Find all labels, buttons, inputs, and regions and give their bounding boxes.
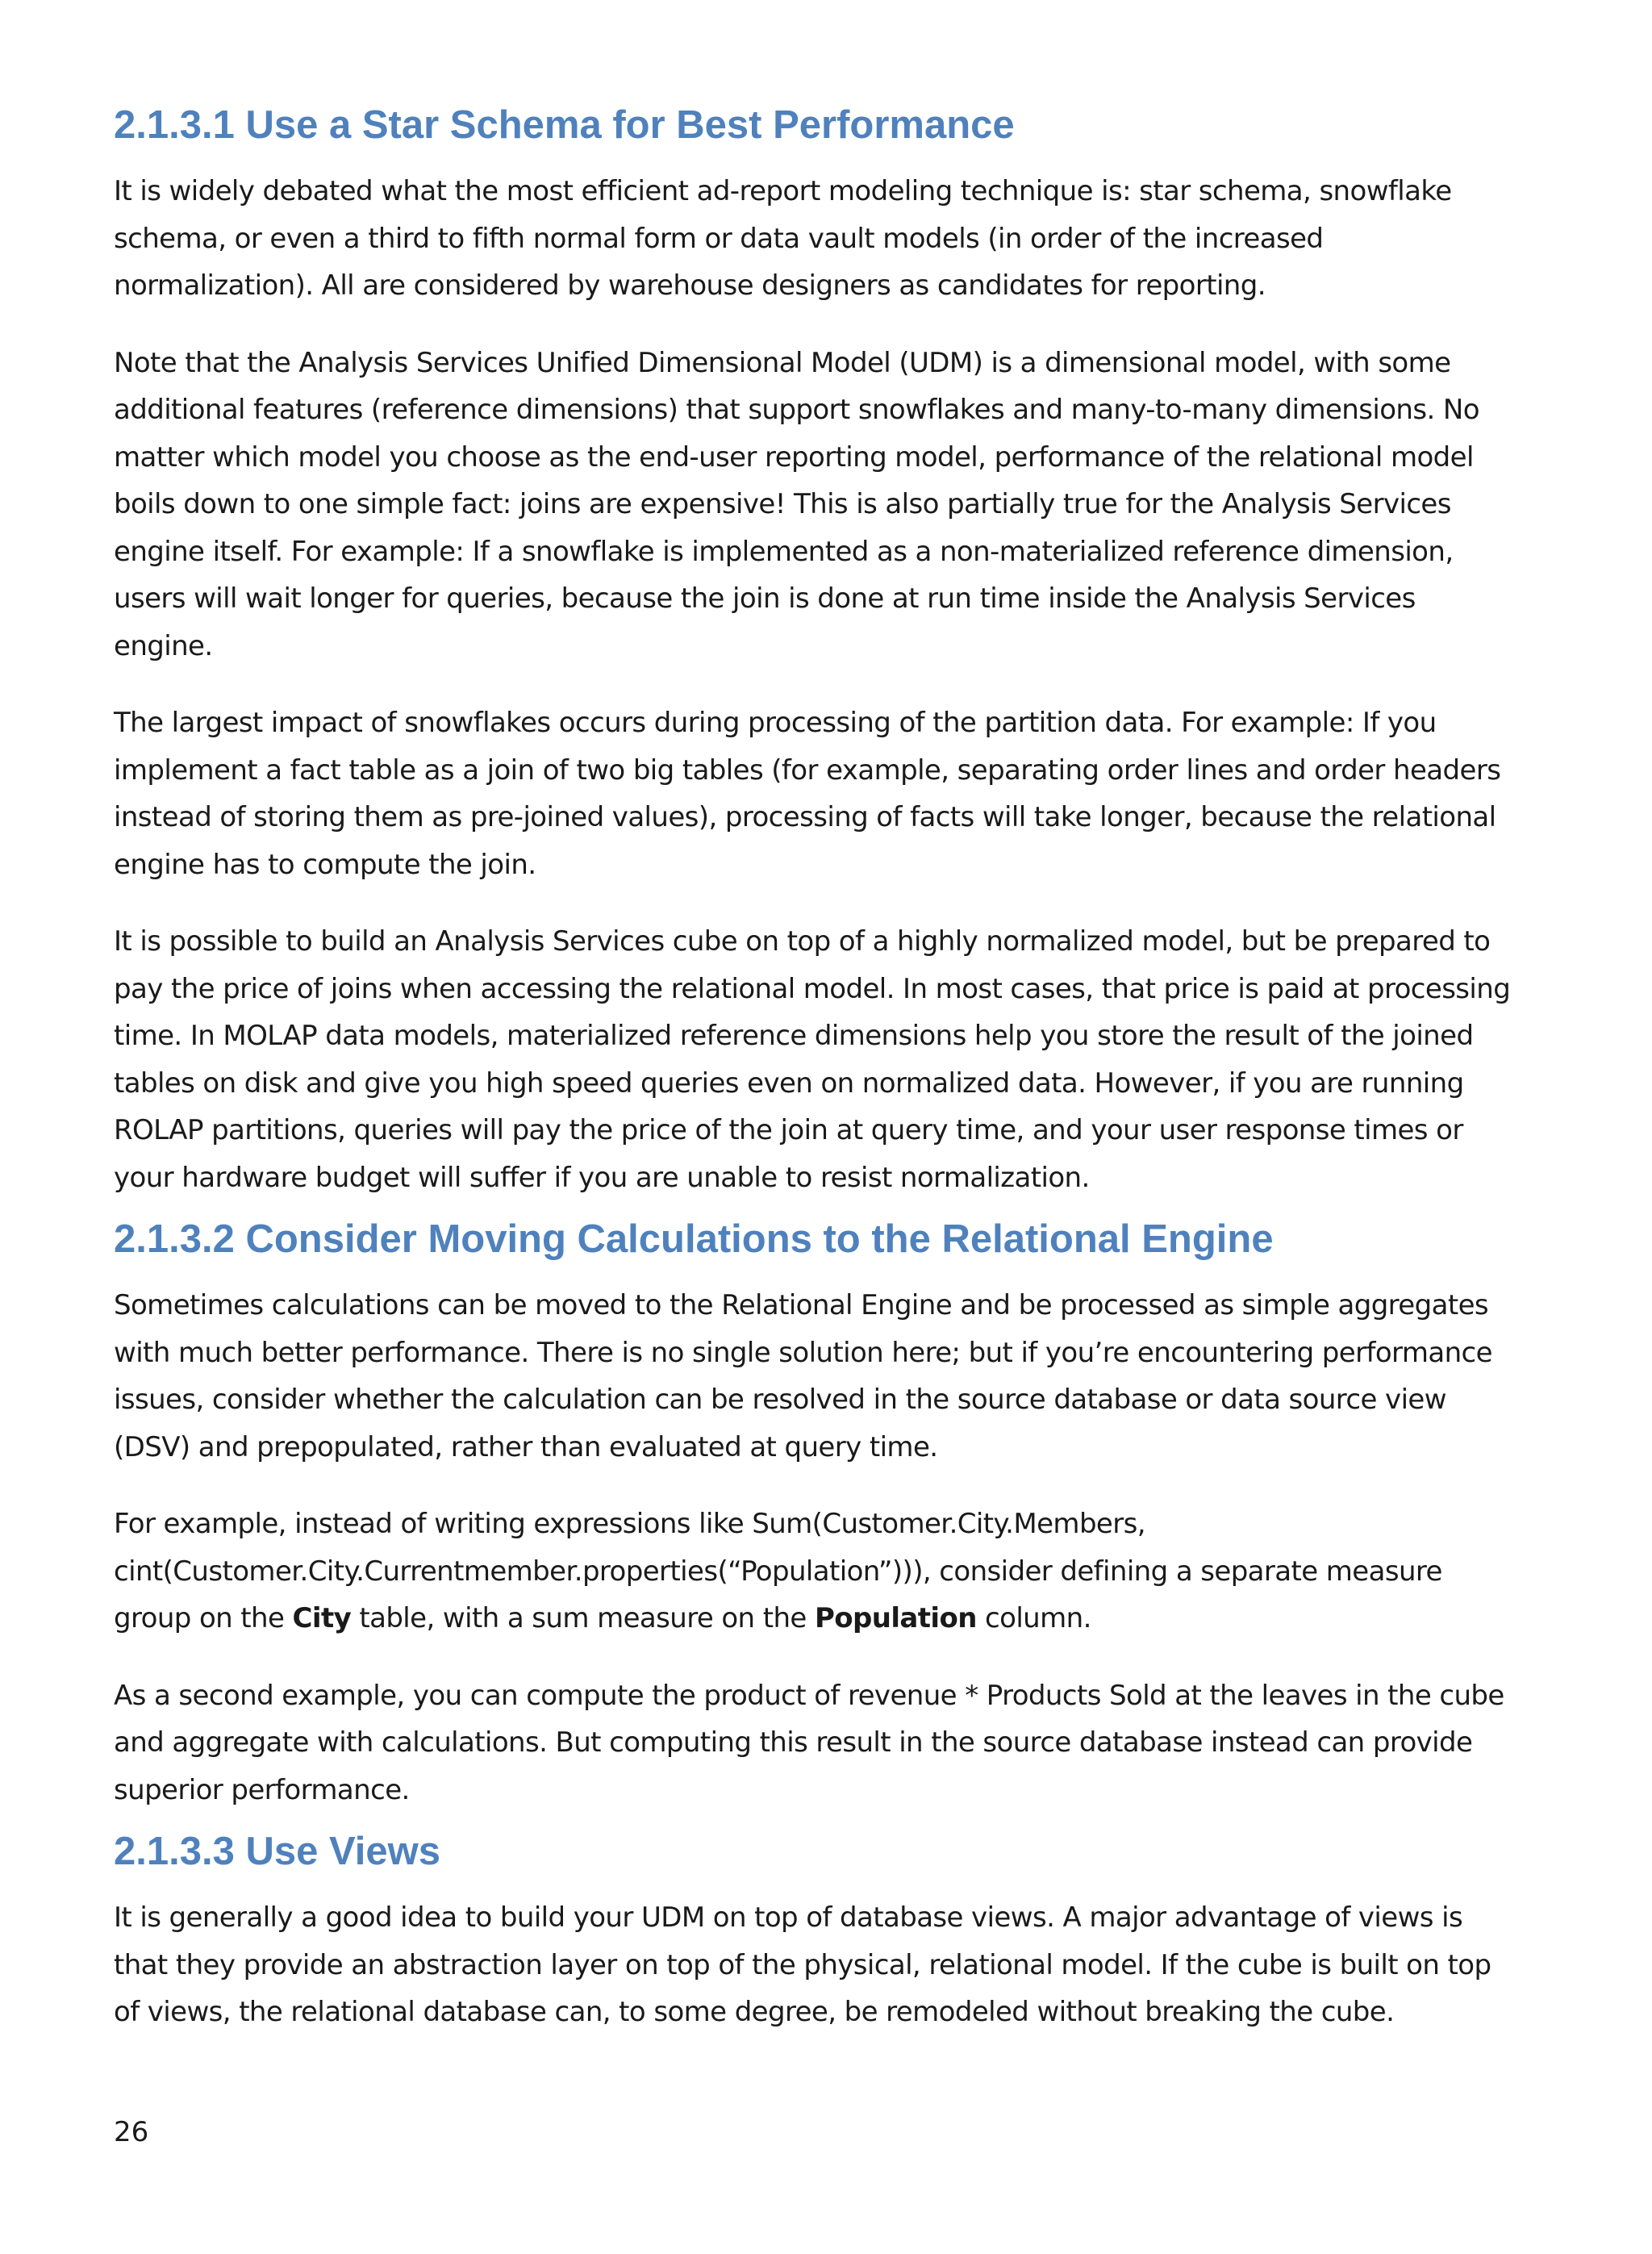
text-line: time. In MOLAP data models, materialized reference dimensions help you store the result of the joined <box>114 1020 1474 1052</box>
paragraph <box>114 1501 1538 1642</box>
paragraph <box>114 1282 1538 1471</box>
text-line: It is possible to build an Analysis Services cube on top of a highly normalized model, but be prepared to <box>114 925 1491 958</box>
bold-term-population: Population <box>814 1602 977 1634</box>
text-line: Sometimes calculations can be moved to the Relational Engine and be processed as simple aggregates <box>114 1289 1489 1321</box>
section-heading-use-views: 2.1.3.3 Use Views <box>114 1830 440 1873</box>
text-line: your hardware budget will suffer if you are unable to resist normalization. <box>114 1161 1090 1194</box>
text-line: As a second example, you can compute the product of revenue * Products Sold at the leaves in the cube <box>114 1679 1504 1712</box>
text-line: cint(Customer.City.Currentmember.properties(“Population”))), consider defining a separate measure <box>114 1555 1442 1588</box>
paragraph <box>114 1672 1538 1814</box>
text-line: engine. <box>114 629 213 662</box>
text-line: (DSV) and prepopulated, rather than evaluated at query time. <box>114 1430 938 1463</box>
text-line: of views, the relational database can, to some degree, be remodeled without breaking the cube. <box>114 1996 1395 2028</box>
text-line: that they provide an abstraction layer on top of the physical, relational model. If the cube is built on top <box>114 1948 1491 1981</box>
text-line: normalization). All are considered by warehouse designers as candidates for reporting. <box>114 269 1266 302</box>
text-line: engine itself. For example: If a snowflake is implemented as a non-materialized reference dimension, <box>114 535 1454 568</box>
text-line: Note that the Analysis Services Unified Dimensional Model (UDM) is a dimensional model, with some <box>114 346 1451 379</box>
paragraph <box>114 918 1538 1201</box>
paragraph <box>114 1894 1538 2036</box>
text-line: implement a fact table as a join of two big tables (for example, separating order lines and order headers <box>114 753 1501 787</box>
text-line: schema, or even a third to fifth normal form or data vault models (in order of the increased <box>114 222 1324 255</box>
text-line: and aggregate with calculations. But computing this result in the source database instead can provide <box>114 1726 1473 1759</box>
text-line: For example, instead of writing expressions like Sum(Customer.City.Members, <box>114 1508 1145 1540</box>
text-line: pay the price of joins when accessing the relational model. In most cases, that price is paid at processing <box>114 972 1511 1005</box>
text-line: users will wait longer for queries, because the join is done at run time inside the Analysis Services <box>114 582 1416 615</box>
page-number: 26 <box>114 2116 149 2148</box>
paragraph <box>114 340 1538 670</box>
text-run: column. <box>976 1602 1091 1634</box>
text-run: group on the <box>114 1602 293 1634</box>
text-line: with much better performance. There is no single solution here; but if you’re encountering performance <box>114 1336 1492 1369</box>
text-line: engine has to compute the join. <box>114 848 536 881</box>
section-heading-calculations: 2.1.3.2 Consider Moving Calculations to the Relational Engine <box>114 1217 1274 1261</box>
text-line: It is widely debated what the most efficient ad-report modeling technique is: star schema, snowflake <box>114 175 1452 207</box>
text-line: superior performance. <box>114 1773 410 1806</box>
bold-term-city: City <box>292 1602 352 1634</box>
text-line: matter which model you choose as the end-user reporting model, performance of the relational model <box>114 440 1474 474</box>
paragraph <box>114 168 1538 310</box>
text-line: additional features (reference dimensions) that support snowflakes and many-to-many dimensions. No <box>114 394 1479 426</box>
text-line <box>114 1595 1538 1642</box>
text-line: issues, consider whether the calculation can be resolved in the source database or data source view <box>114 1384 1446 1416</box>
text-line: The largest impact of snowflakes occurs during processing of the partition data. For example: If you <box>114 707 1437 739</box>
page-content <box>114 102 1538 2066</box>
text-line: It is generally a good idea to build your UDM on top of database views. A major advantage of views is <box>114 1901 1463 1934</box>
text-line: boils down to one simple fact: joins are expensive! This is also partially true for the Analysis Services <box>114 488 1451 520</box>
paragraph <box>114 699 1538 888</box>
section-heading-star-schema: 2.1.3.1 Use a Star Schema for Best Performance <box>114 103 1015 147</box>
text-line: instead of storing them as pre-joined values), processing of facts will take longer, because the relational <box>114 801 1496 833</box>
text-run: table, with a sum measure on the <box>351 1602 815 1634</box>
text-line: ROLAP partitions, queries will pay the price of the join at query time, and your user response times or <box>114 1114 1463 1146</box>
text-line: tables on disk and give you high speed queries even on normalized data. However, if you are running <box>114 1066 1464 1100</box>
